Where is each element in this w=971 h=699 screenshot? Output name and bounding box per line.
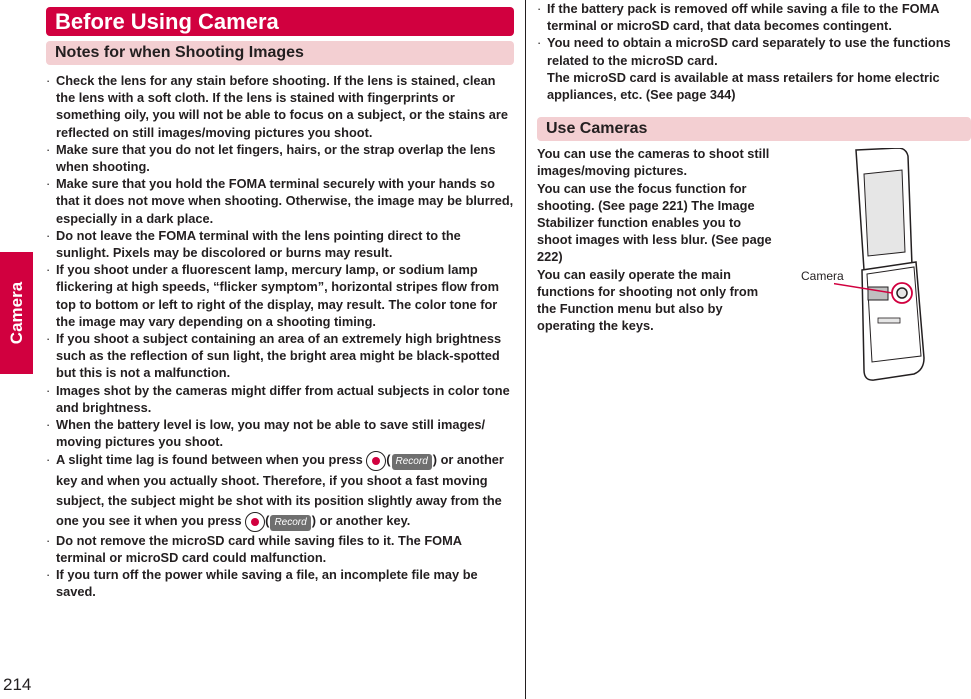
chapter-tab (0, 252, 33, 374)
right-column (537, 0, 971, 334)
page-number: 214 (3, 675, 32, 694)
use-cameras-text (537, 145, 772, 334)
body-paragraph: You can use the focus function for shooting. (See page 221) The Image Stabilizer function enables you to shoot images with less blur. (See page 222) (537, 180, 772, 265)
list-item: · Make sure that you hold the FOMA terminal securely with your hands so that it does not move when shooting. Otherwise, the image may be blurred, especially in a dark place. (46, 175, 514, 227)
camera-lens-icon (897, 288, 907, 298)
section-title: Before Using Camera (46, 7, 514, 36)
list-item: · Make sure that you do not let fingers, hairs, or the strap overlap the lens when shooting. (46, 141, 514, 175)
list-item: · If you shoot a subject containing an area of an extremely high brightness such as the reflection of sun light, the bright area might be black-spotted but this is not a malfunction. (46, 330, 514, 382)
time-lag-text-2: ) or another key and when you actually shoot. Therefore, if you shoot a fast moving subject, the subject might be shot with its position slightly away from the one you see it when you press (56, 452, 504, 529)
body-paragraph: You can use the cameras to shoot still images/moving pictures. (537, 146, 770, 179)
column-divider (525, 0, 526, 699)
phone-illustration (834, 148, 964, 384)
list-item: · If the battery pack is removed off while saving a file to the FOMA terminal or microSD card, that data becomes contingent. (537, 0, 971, 34)
list-item-time-lag: · A slight time lag is found between when you press ( Record ) or another key and when you actually shoot. Therefore, if you shoot a fast moving subject, the subject might be shot with its position slightly away from the one you see it when you press ( Record ) or another key. (46, 450, 514, 531)
list-item: · If you shoot under a fluorescent lamp, mercury lamp, or sodium lamp flickering at high speeds, “flicker symptom”, horizontal stripes flow from top to bottom or left to right of the display, may result. The color tone for the image may vary depending on a shooting timing. (46, 261, 514, 330)
center-key-icon (245, 512, 265, 532)
notes-list (46, 72, 514, 601)
notes-subtitle: Notes for when Shooting Images (46, 41, 514, 65)
microsd-extra: The microSD card is available at mass retailers for home electric appliances, etc. (See page 344) (547, 69, 940, 103)
record-softkey-label: Record (392, 454, 432, 470)
list-item: · Do not remove the microSD card while saving files to it. The FOMA terminal or microSD card could malfunction. (46, 532, 514, 566)
list-item: · If you turn off the power while saving a file, an incomplete file may be saved. (46, 566, 514, 600)
microsd-note: You need to obtain a microSD card separately to use the functions related to the microSD card. (547, 35, 951, 68)
phone-hinge-detail (878, 318, 900, 323)
body-paragraph: You can easily operate the main functions for shooting not only from the Function menu but also by operating the keys. (537, 266, 759, 334)
notes-list-continued (537, 0, 971, 103)
phone-display-area (864, 170, 905, 256)
list-item: · Images shot by the cameras might differ from actual subjects in color tone and brightness. (46, 382, 514, 416)
chapter-tab-label: Camera (6, 281, 26, 345)
list-item: · Do not leave the FOMA terminal with the lens pointing direct to the sunlight. Pixels may be discolored or burns may result. (46, 227, 514, 261)
time-lag-text-1: A slight time lag is found between when you press (56, 452, 367, 468)
center-key-icon (366, 451, 386, 471)
list-item: · Check the lens for any stain before shooting. If the lens is stained, clean the lens with a soft cloth. If the lens is stained with fingerprints or something oily, you will not be able to focus on a subject, or the stains are reflected on still images/moving pictures you shoot. (46, 72, 514, 141)
list-item (537, 34, 971, 103)
record-softkey-label: Record (270, 515, 310, 531)
camera-callout-label: Camera (801, 269, 844, 283)
left-column (46, 7, 514, 601)
use-cameras-subtitle: Use Cameras (537, 117, 971, 141)
list-item: · When the battery level is low, you may not be able to save still images/ moving pictures you shoot. (46, 416, 514, 450)
time-lag-text-3: ) or another key. (311, 513, 411, 529)
